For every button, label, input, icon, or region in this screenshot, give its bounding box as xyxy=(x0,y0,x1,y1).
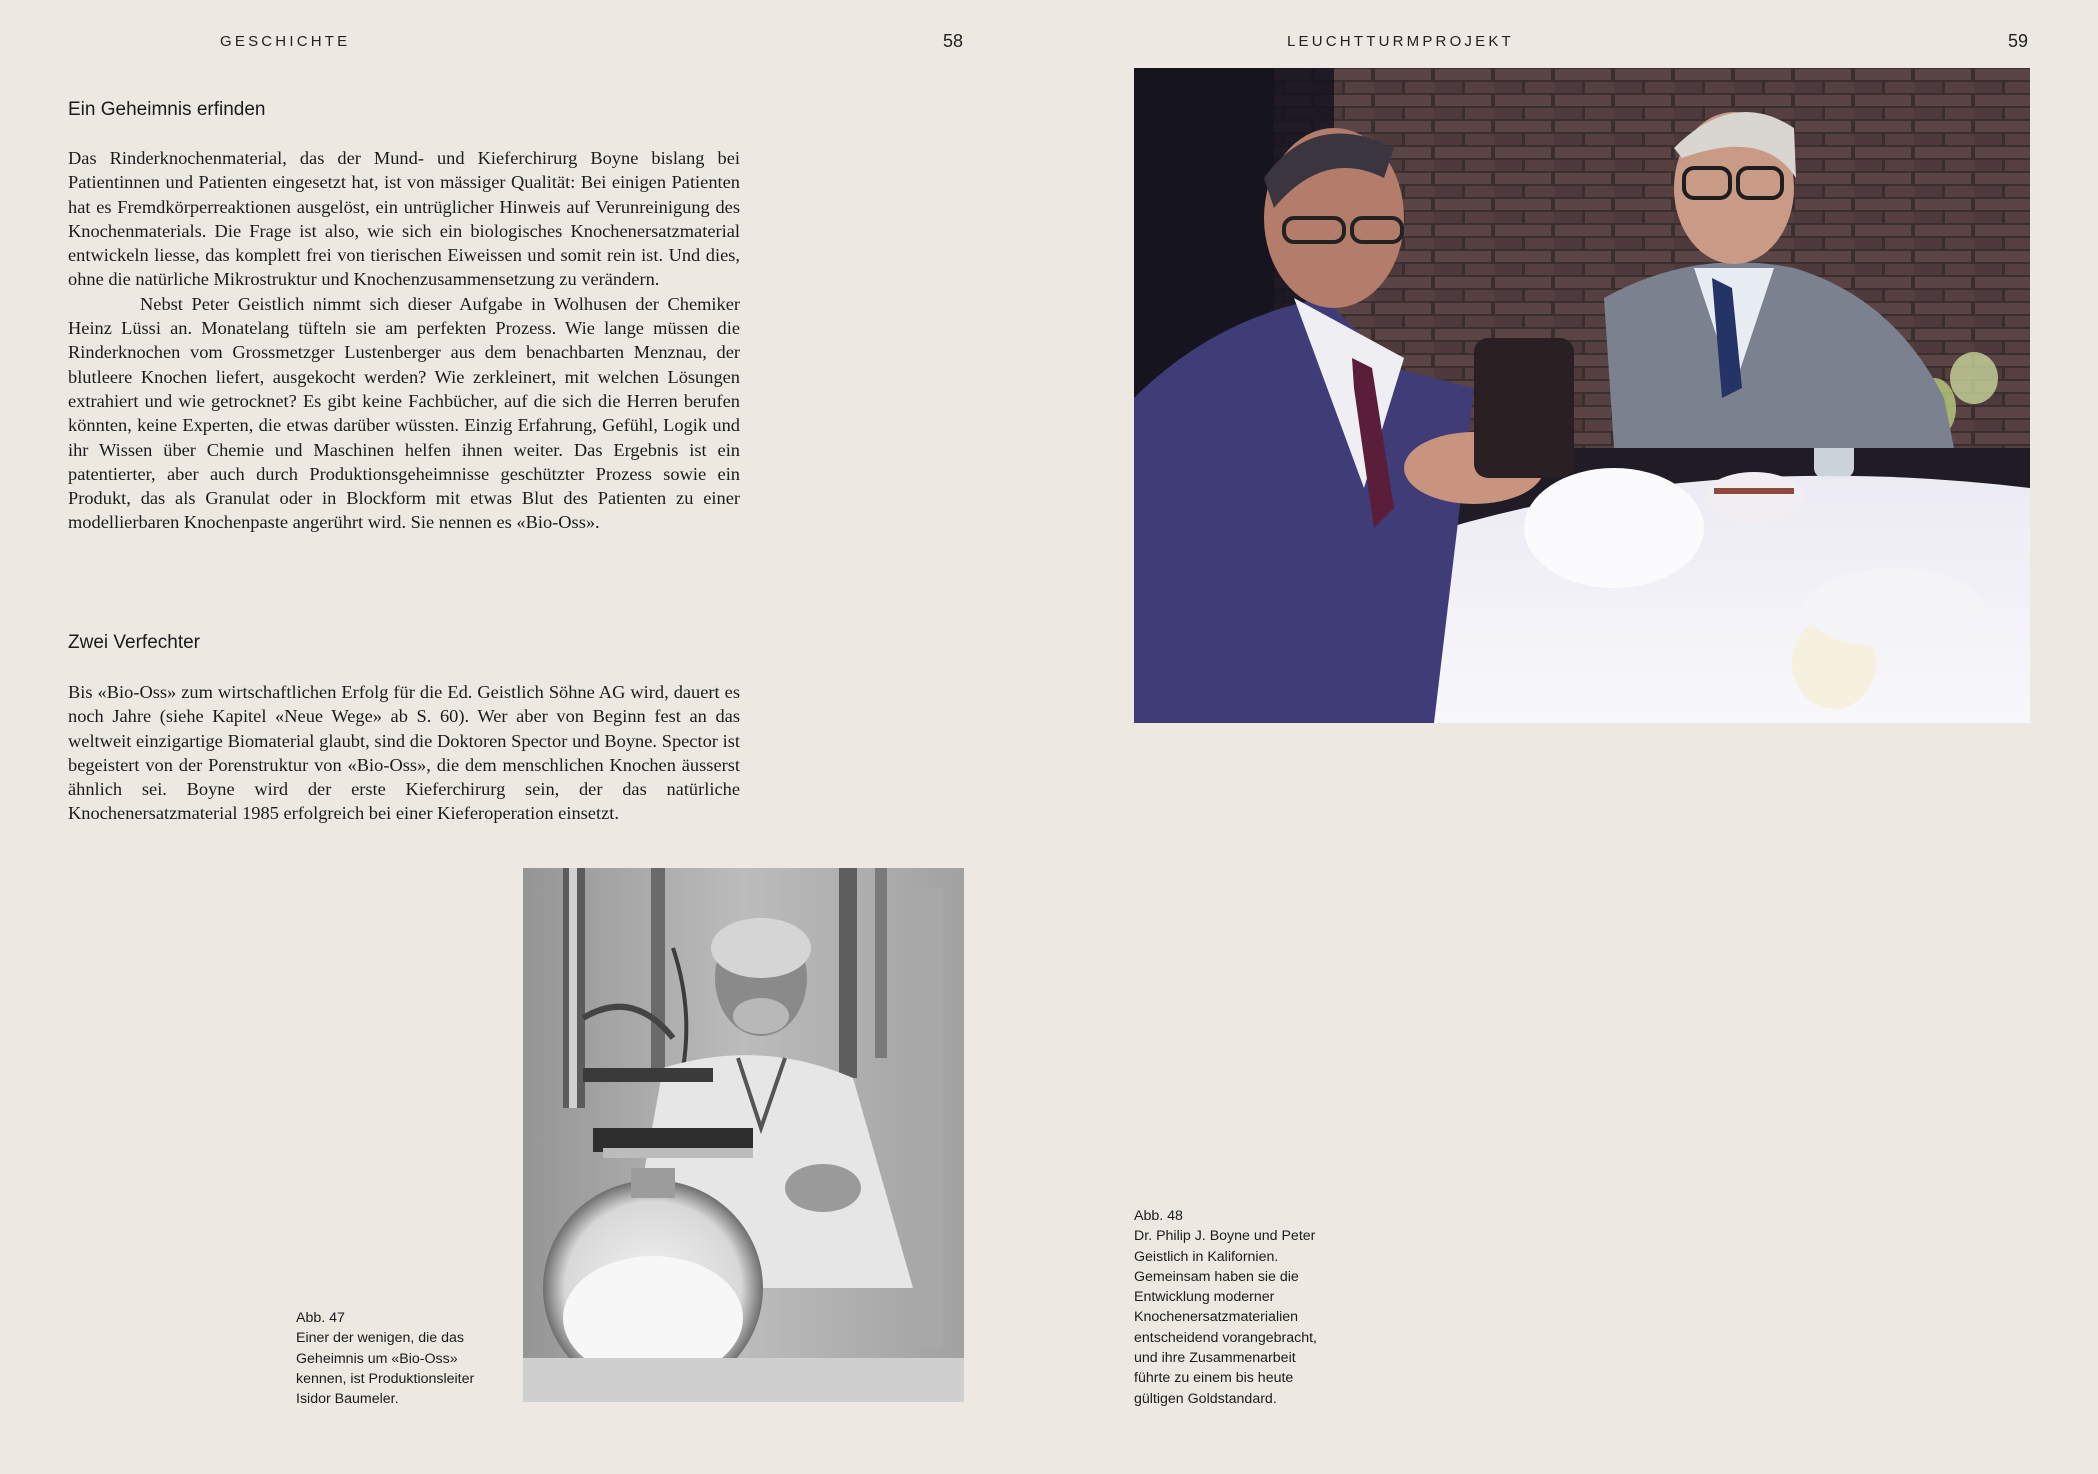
paragraph: Nebst Peter Geistlich nimmt sich dieser Aufgabe in Wolhusen der Chemiker Heinz Lüssi an. Monatelang tüfteln sie am perfekten Prozess. Wie lange müssen die Rinderknochen vom Grossmetzger Lustenberger aus dem benachbarten Menznau, der blutleere Knochen liefert, ausgekocht werden? Wie zerkleinert, mit welchen Lösungen extrahiert und wie getrocknet? Es gibt keine Fachbücher, auf die sich die Herren berufen könnten, keine Experten, die etwas darüber wüssten. Einzig Erfahrung, Gefühl, Logik und ihr Wissen über Chemie und Maschinen helfen ihnen weiter. Das Ergebnis ist ein patentierter, aber auch durch Produktionsgeheimnisse geschützter Prozess sowie ein Produkt, das als Granulat oder in Blockform mit etwas Blut des Patienten zu einer modellierbaren Knochenpaste angerührt wird. Sie nennen es «Bio-Oss». xyxy=(68,293,740,533)
figure-label: Abb. 48 xyxy=(1134,1208,1183,1224)
section-heading-geheimnis: Ein Geheimnis erfinden xyxy=(68,99,266,120)
running-head-left: GESCHICHTE xyxy=(220,33,351,50)
figure-label: Abb. 47 xyxy=(296,1310,345,1326)
caption-line: gültigen Goldstandard. xyxy=(1134,1390,1277,1407)
boyne-geistlich-photo xyxy=(1134,68,2030,723)
lab-photo xyxy=(523,868,964,1402)
body-text-section2 xyxy=(68,680,740,826)
caption-line: Geistlich in Kalifornien. xyxy=(1134,1248,1279,1265)
caption-line: Einer der wenigen, die das xyxy=(296,1330,464,1347)
caption-line: kennen, ist Produktionsleiter xyxy=(296,1370,475,1387)
caption-line: führte zu einem bis heute xyxy=(1134,1370,1294,1387)
caption-line: Dr. Philip J. Boyne und Peter xyxy=(1134,1228,1316,1245)
boyne-geistlich-illustration xyxy=(1134,68,2030,723)
paragraph: Das Rinderknochenmaterial, das der Mund- und Kieferchirurg Boyne bislang bei Patientinnen und Patienten eingesetzt hat, ist von mässiger Qualität: Bei einigen Patienten hat es Fremdkörperreaktionen ausgelöst, ein untrüglicher Hinweis auf Verunreinigung des Knochenmaterials. Die Frage ist also, wie sich ein biologisches Knochenersatzmaterial entwickeln liesse, das komplett frei von tierischen Eiweissen und somit rein ist. Und dies, ohne die natürliche Mikrostruktur und Knochenzusammensetzung zu verändern. xyxy=(68,148,740,290)
section-heading-verfechter: Zwei Verfechter xyxy=(68,632,200,653)
caption-line: Isidor Baumeler. xyxy=(296,1391,399,1408)
caption-line: Entwicklung moderner xyxy=(1134,1289,1275,1306)
lab-photo-illustration xyxy=(523,868,964,1402)
figure-caption-47 xyxy=(296,1308,474,1409)
figure-caption-48 xyxy=(1134,1206,1317,1409)
caption-line: Gemeinsam haben sie die xyxy=(1134,1268,1299,1285)
caption-line: Knochenersatzmaterialien xyxy=(1134,1309,1299,1326)
caption-line: Geheimnis um «Bio-Oss» xyxy=(296,1350,458,1367)
running-head-right: LEUCHTTURMPROJEKT xyxy=(1287,33,1514,50)
body-text-section1 xyxy=(68,146,740,535)
paragraph: Bis «Bio-Oss» zum wirtschaftlichen Erfolg für die Ed. Geistlich Söhne AG wird, dauert es noch Jahre (siehe Kapitel «Neue Wege» ab S. 60). Wer aber von Beginn fest an das weltweit einzigartige Biomaterial glaubt, sind die Doktoren Spector und Boyne. Spector ist begeistert von der Porenstruktur von «Bio-Oss», die dem menschlichen Knochen äusserst ähnlich sei. Boyne wird der erste Kieferchirurg sein, der das natürliche Knochenersatzmaterial 1985 erfolgreich bei einer Kieferoperation einsetzt. xyxy=(68,682,740,824)
caption-line: und ihre Zusammenarbeit xyxy=(1134,1350,1296,1367)
caption-line: entscheidend vorangebracht, xyxy=(1134,1329,1317,1346)
page-number-left: 58 xyxy=(943,31,964,51)
page-number-right: 59 xyxy=(2008,31,2029,51)
